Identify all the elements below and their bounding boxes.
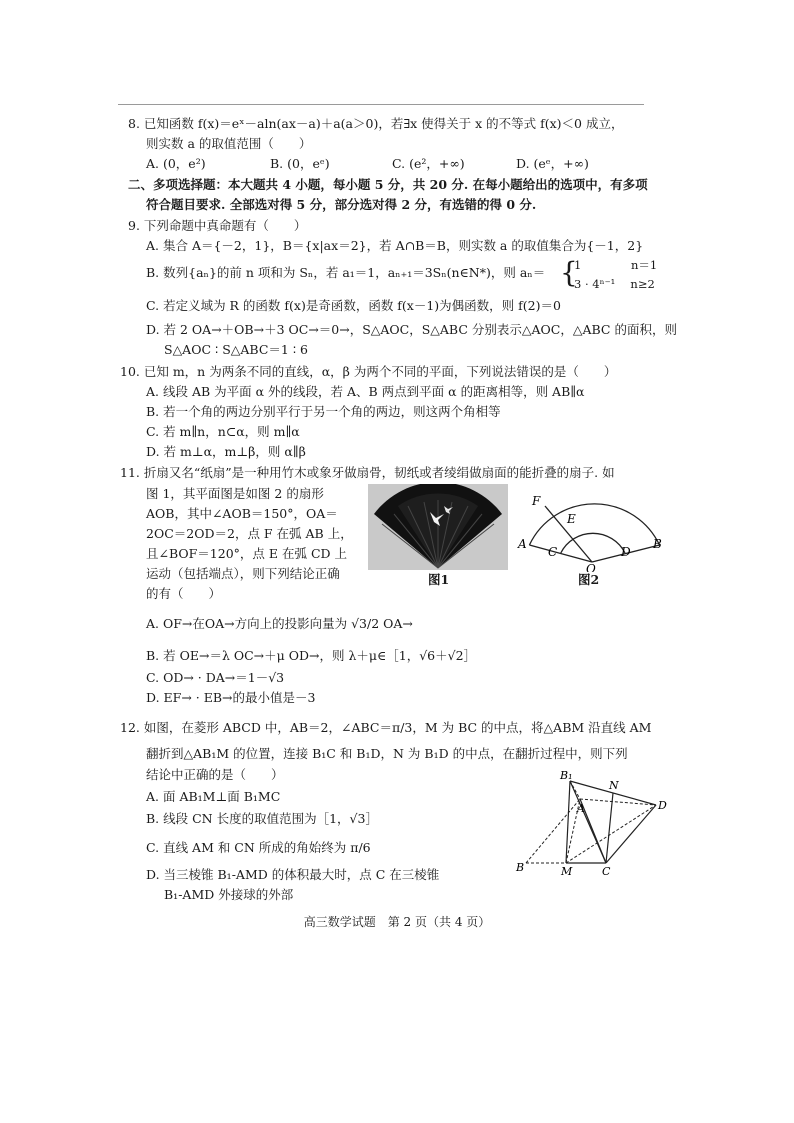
q11-stem-line2: 图 1，其平面图是如图 2 的扇形 [146,486,324,501]
fig2-label-b: B [653,537,662,551]
q11-option-a: A. OF→在OA→方向上的投影向量为 √3/2 OA→ [146,616,413,631]
fig3-label-n: N [609,779,619,792]
q8-option-d: D. (eᵉ，+∞) [516,156,589,171]
q12-option-a: A. 面 AB₁M⊥面 B₁MC [146,789,281,804]
fig2-caption: 图2 [578,572,600,587]
fig3-label-c: C [602,865,611,877]
q12-stem-line1: 12. 如图，在菱形 ABCD 中，AB＝2，∠ABC＝π/3，M 为 BC 的中点，将△ABM 沿直线 AM [120,720,652,735]
fig1-caption: 图1 [428,572,450,587]
q12-option-d-line1: D. 当三棱锥 B₁-AMD 的体积最大时，点 C 在三棱锥 [146,867,440,882]
header-rule [118,104,644,105]
q12-option-c: C. 直线 AM 和 CN 所成的角始终为 π/6 [146,840,371,855]
q8-stem-line2: 则实数 a 的取值范围（ ） [146,136,312,151]
fig3-label-d: D [658,799,667,812]
sector-diagram [512,480,672,572]
q9-option-d-line2: S△AOC ∶ S△ABC＝1 ∶ 6 [164,342,309,357]
q9-option-d-line1: D. 若 2 OA→＋OB→＋3 OC→＝0→，S△AOC，S△ABC 分别表示△AOC，△ABC 的面积，则 [146,322,677,337]
q11-stem-line1: 11. 折扇又名“纸扇”是一种用竹木或象牙做扇骨，韧纸或者绫绢做扇面的能折叠的扇子. 如 [120,465,615,480]
q9-option-a: A. 集合 A＝{－2，1}，B＝{x|ax＝2}，若 A∩B＝B，则实数 a 的取值集合为{－1，2} [146,238,644,253]
page-footer: 高三数学试题 第 2 页（共 4 页） [303,915,491,929]
section2-heading-line2: 符合题目要求. 全部选对得 5 分，部分选对得 2 分，有选错的得 0 分. [146,197,537,212]
q8-option-c: C. (e²，+∞) [392,156,465,171]
q9-piecewise-case2: 3 · 4ⁿ⁻¹ n≥2 [574,277,655,291]
q12-option-d-line2: B₁-AMD 外接球的外部 [164,887,294,902]
fig3-label-b: B [516,861,525,874]
q11-option-d: D. EF→ · EB→的最小值是－3 [146,690,316,705]
q11-stem-line6: 运动（包括端点），则下列结论正确 [146,566,340,581]
q8-option-b: B. (0，eᵉ) [270,156,330,171]
q9-option-b: B. 数列{aₙ}的前 n 项和为 Sₙ，若 a₁＝1，aₙ₊₁＝3Sₙ(n∈N*)，则 aₙ＝ [146,265,546,280]
q11-stem-line7: 的有（ ） [146,586,222,601]
q9-stem: 9. 下列命题中真命题有（ ） [128,218,307,233]
fig3-label-m: M [561,865,573,877]
fan-photo-figure [368,484,508,570]
q10-option-d: D. 若 m⊥α，m⊥β，则 α∥β [146,444,306,459]
q10-stem: 10. 已知 m，n 为两条不同的直线，α，β 为两个不同的平面，下列说法错误的是（ ） [120,364,617,379]
fig3-label-b1: B₁ [560,769,573,782]
q10-option-a: A. 线段 AB 为平面 α 外的线段，若 A、B 两点到平面 α 的距离相等，则 AB∥α [146,384,585,399]
section2-heading-line1: 二、多项选择题：本大题共 4 小题，每小题 5 分，共 20 分. 在每小题给出的选项中，有多项 [128,177,648,192]
q12-option-b: B. 线段 CN 长度的取值范围为［1，√3］ [146,811,378,826]
q10-option-b: B. 若一个角的两边分别平行于另一个角的两边，则这两个角相等 [146,404,501,419]
q9-option-c: C. 若定义域为 R 的函数 f(x)是奇函数，函数 f(x－1)为偶函数，则 f(2)＝0 [146,298,561,313]
q9-piecewise-brace: { [560,256,578,289]
q11-stem-line4: 2OC＝2OD＝2，点 F 在弧 AB 上， [146,526,353,541]
q8-option-a: A. (0，e²) [146,156,206,171]
rhombus-fold-diagram [510,765,670,877]
fig2-label-o: O [586,562,596,572]
fig2-label-f: F [532,494,541,508]
q11-stem-line5: 且∠BOF＝120°，点 E 在弧 CD 上 [146,546,348,561]
q12-stem-line3: 结论中正确的是（ ） [146,767,284,782]
fig3-label-a: A [577,802,585,815]
q8-stem-line1: 8. 已知函数 f(x)＝eˣ－aln(ax－a)＋a(a＞0)，若∃x 使得关于 x 的不等式 f(x)＜0 成立， [128,116,624,131]
q12-stem-line2: 翻折到△AB₁M 的位置，连接 B₁C 和 B₁D，N 为 B₁D 的中点，在翻折过程中，则下列 [146,746,628,761]
q11-option-c: C. OD→ · DA→＝1－√3 [146,670,285,685]
fig2-label-c: C [548,545,558,559]
fig2-label-a: A [518,537,527,551]
q10-option-c: C. 若 m∥n，n⊂α，则 m∥α [146,424,300,439]
fig2-label-d: D [621,545,631,559]
q11-stem-line3: AOB，其中∠AOB＝150°，OA＝ [146,506,338,521]
fig2-label-e: E [567,512,576,526]
q9-piecewise-case1: 1 n＝1 [574,258,658,272]
q11-option-b: B. 若 OE→＝λ OC→＋μ OD→，则 λ＋μ∈［1，√6＋√2］ [146,648,477,663]
